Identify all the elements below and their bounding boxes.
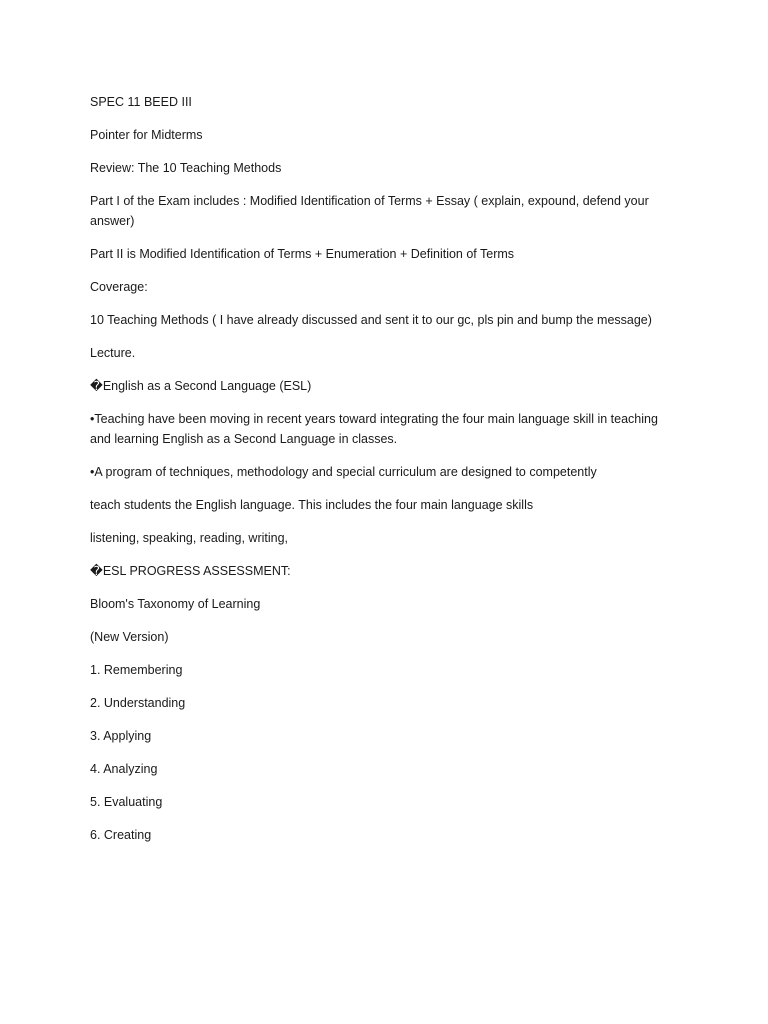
coverage-heading: Coverage: — [90, 280, 148, 294]
document-body — [90, 92, 680, 858]
doc-subtitle-line: Pointer for Midterms — [90, 128, 203, 142]
esl-bullet-two-cont: teach students the English language. This includes the four main language skills — [90, 498, 534, 512]
list-item: 6. Creating — [90, 828, 152, 842]
esl-heading: �English as a Second Language (ESL) — [90, 379, 312, 393]
lecture-heading: Lecture. — [90, 346, 136, 360]
doc-title-line: SPEC 11 BEED III — [90, 95, 192, 109]
list-item: 2. Understanding — [90, 696, 186, 710]
review-line: Review: The 10 Teaching Methods — [90, 161, 282, 175]
coverage-item: 10 Teaching Methods ( I have already discussed and sent it to our gc, pls pin and bump the message) — [90, 313, 652, 327]
list-item: 4. Analyzing — [90, 762, 158, 776]
blooms-taxonomy-heading: Bloom's Taxonomy of Learning — [90, 597, 261, 611]
esl-bullet-two: •A program of techniques, methodology and special curriculum are designed to competently — [90, 465, 597, 479]
part-one-description: Part I of the Exam includes : Modified Identification of Terms + Essay ( explain, expound, defend your answer) — [90, 194, 649, 228]
list-item: 1. Remembering — [90, 663, 183, 677]
esl-assessment-heading: �ESL PROGRESS ASSESSMENT: — [90, 564, 291, 578]
list-item: 3. Applying — [90, 729, 152, 743]
part-two-description: Part II is Modified Identification of Terms + Enumeration + Definition of Terms — [90, 247, 515, 261]
list-item: 5. Evaluating — [90, 795, 163, 809]
esl-bullet-one: •Teaching have been moving in recent years toward integrating the four main language skill in teaching and learning English as a Second Language in classes. — [90, 412, 658, 446]
new-version-note: (New Version) — [90, 630, 169, 644]
language-skills-line: listening, speaking, reading, writing, — [90, 531, 289, 545]
